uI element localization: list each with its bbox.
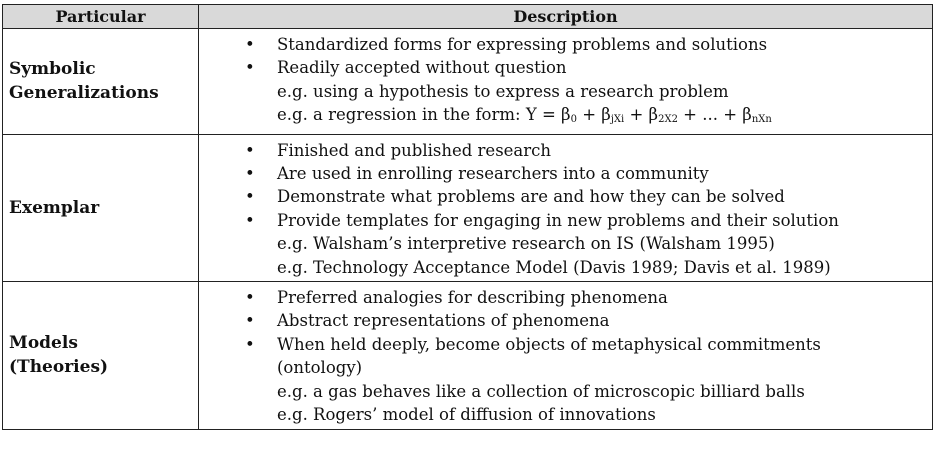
formula-example xyxy=(199,103,932,131)
formula-prefix: e.g. a regression in the form: Y = β xyxy=(277,105,571,125)
bullet-icon: • xyxy=(245,311,255,331)
list-item xyxy=(199,33,932,56)
bullet-text: Finished and published research xyxy=(277,140,552,160)
bullet-icon: • xyxy=(245,35,255,54)
example-text: e.g. a gas behaves like a collection of microscopic billiard balls xyxy=(277,381,805,401)
formula-subscript: nXn xyxy=(751,114,772,126)
example-text: e.g. Walsham’s interpretive research on IS (Walsham 1995) xyxy=(277,234,775,254)
formula-part: + ... + β xyxy=(677,105,752,125)
table-row xyxy=(3,134,933,281)
bullet-icon: • xyxy=(245,334,255,354)
bullet-icon: • xyxy=(245,58,255,78)
particular-cell xyxy=(3,29,199,135)
bullet-text: Are used in enrolling researchers into a community xyxy=(277,164,709,184)
list-item xyxy=(199,333,932,356)
particular-label: (Theories) xyxy=(9,357,109,378)
list-item xyxy=(199,209,932,232)
description-cell xyxy=(199,29,933,135)
description-cell xyxy=(199,282,933,429)
bullet-icon: • xyxy=(245,288,255,308)
header-particular: Particular xyxy=(3,5,199,29)
paradigm-elements-table xyxy=(2,4,933,430)
bullet-text: Demonstrate what problems are and how they can be solved xyxy=(277,187,785,207)
header-row xyxy=(3,5,933,29)
bullet-icon: • xyxy=(245,164,255,184)
list-item xyxy=(199,185,932,208)
particular-label: Symbolic xyxy=(9,59,96,80)
list-item xyxy=(199,56,932,79)
bullet-text: Abstract representations of phenomena xyxy=(277,311,610,331)
table-row xyxy=(3,282,933,429)
bullet-continuation: (ontology) xyxy=(277,358,363,378)
bullet-text: Standardized forms for expressing problems and solutions xyxy=(277,35,768,54)
list-item xyxy=(199,286,932,309)
formula-subscript: jXi xyxy=(610,114,625,126)
particular-label: Generalizations xyxy=(9,83,159,104)
example-text: e.g. using a hypothesis to express a research problem xyxy=(277,81,729,101)
particular-cell xyxy=(3,134,199,281)
list-item xyxy=(199,309,932,332)
bullet-icon: • xyxy=(245,187,255,207)
formula-subscript: 2X2 xyxy=(658,114,678,126)
bullet-text: When held deeply, become objects of metaphysical commitments xyxy=(277,334,821,354)
table-row xyxy=(3,29,933,135)
list-item xyxy=(199,139,932,162)
header-description: Description xyxy=(199,5,933,29)
example-text: e.g. Technology Acceptance Model (Davis 1989; Davis et al. 1989) xyxy=(277,257,831,277)
description-cell xyxy=(199,134,933,281)
formula-subscript: 0 xyxy=(570,114,577,126)
bullet-text: Readily accepted without question xyxy=(277,58,567,78)
bullet-icon: • xyxy=(245,210,255,230)
example-text: e.g. Rogers’ model of diffusion of innovations xyxy=(277,405,656,425)
particular-label: Exemplar xyxy=(9,197,100,218)
formula-part: + β xyxy=(576,105,611,125)
list-item xyxy=(199,162,932,185)
particular-label: Models xyxy=(9,333,78,354)
particular-cell xyxy=(3,282,199,429)
bullet-text: Provide templates for engaging in new problems and their solution xyxy=(277,210,839,230)
formula-part: + β xyxy=(624,105,659,125)
bullet-icon: • xyxy=(245,140,255,160)
bullet-text: Preferred analogies for describing phenomena xyxy=(277,288,668,308)
